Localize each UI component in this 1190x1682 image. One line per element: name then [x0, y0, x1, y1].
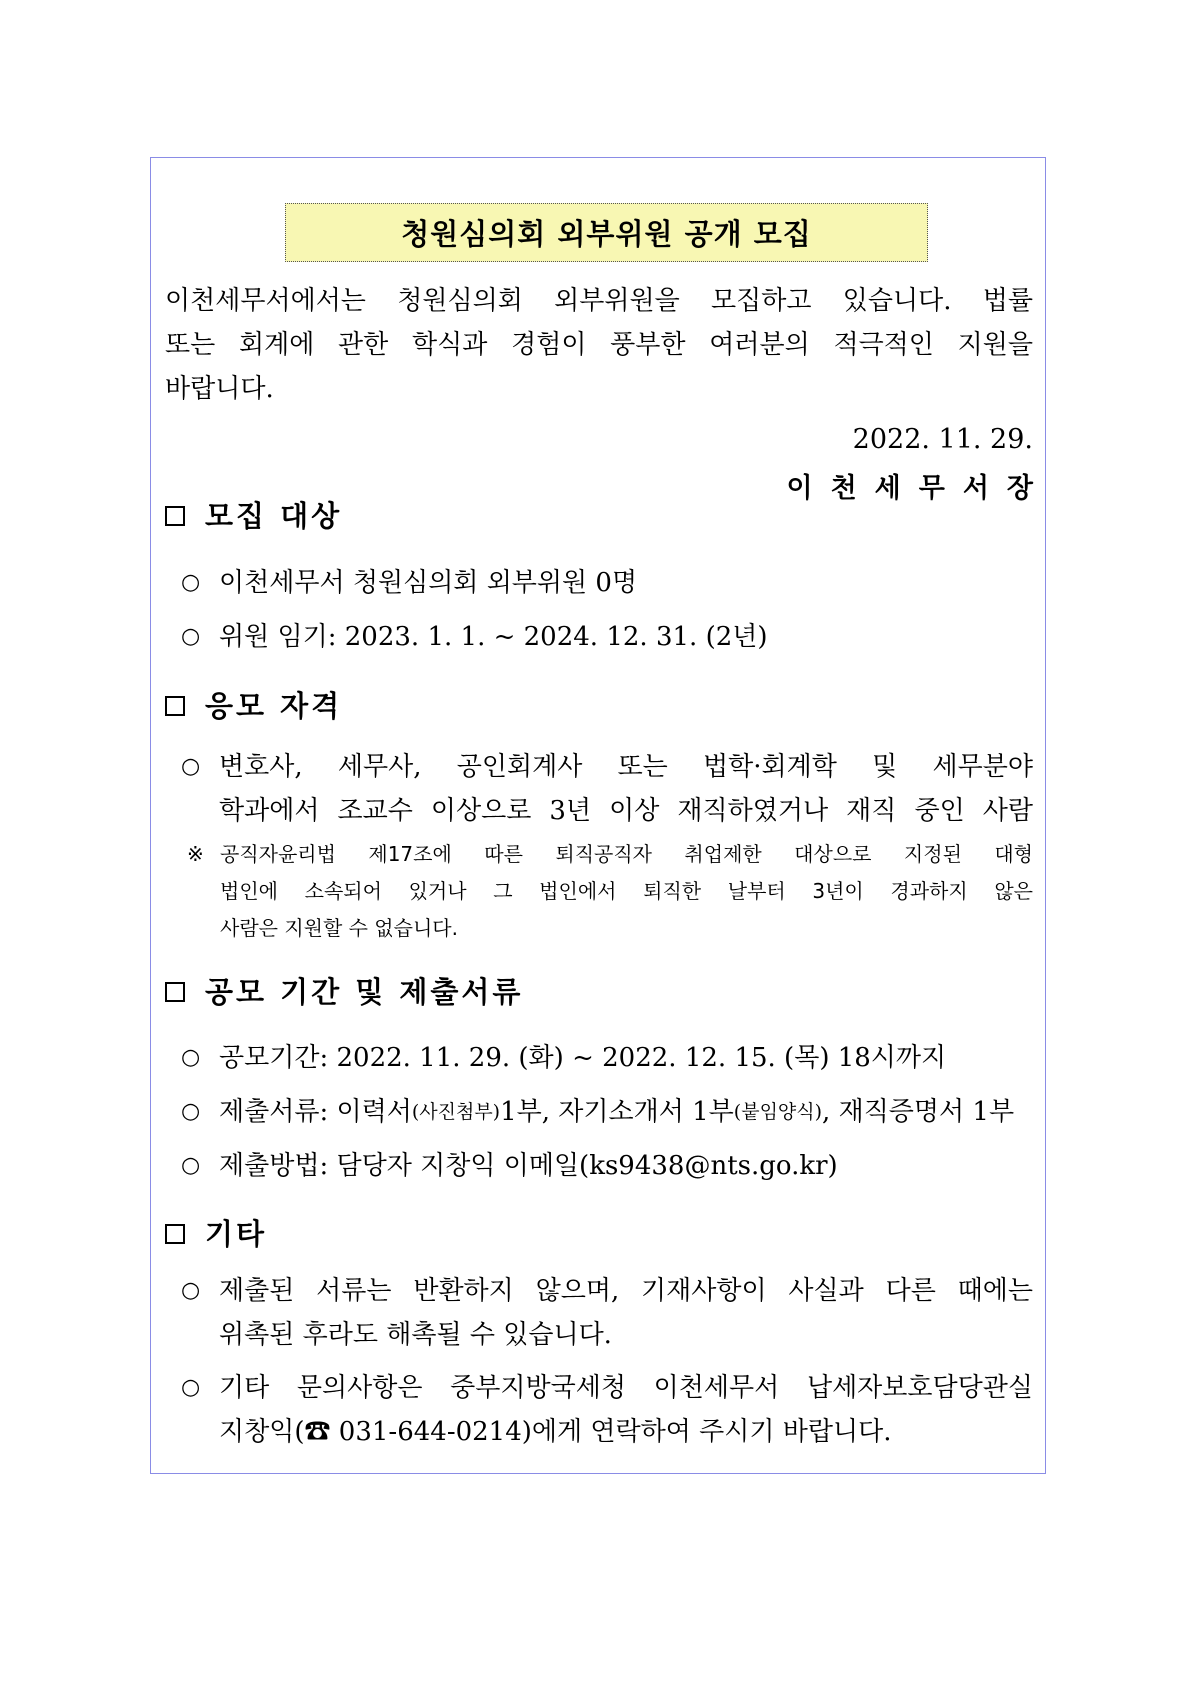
item-text: 031-644-0214)에게 연락하여 주시기 바랍니다. [330, 1417, 892, 1447]
item-text-small: (붙임양식) [733, 1101, 823, 1123]
item-text: 제출방법: 담당자 지창익 이메일(ks9438@nts.go.kr) [219, 1151, 838, 1181]
note-text: 공직자윤리법 제17조에 따른 퇴직공직자 취업제한 대상으로 지정된 대형 [220, 842, 1033, 866]
item-text: 위원 임기: 2023. 1. 1. ~ 2024. 12. 31. (2년) [219, 622, 768, 652]
empty-square-icon [165, 982, 185, 1002]
list-item [181, 1269, 1033, 1357]
intro-paragraph [165, 279, 1033, 367]
list-item [181, 1092, 1014, 1132]
circle-bullet-icon: ○ [181, 1375, 201, 1400]
item-text: 변호사, 세무사, 공인회계사 또는 법학·회계학 및 세무분야 [219, 752, 1033, 782]
section-heading-text: 공모 기간 및 제출서류 [205, 975, 524, 1009]
item-text-small: (사진첨부) [411, 1101, 501, 1123]
circle-bullet-icon: ○ [181, 570, 201, 595]
section-heading-text: 모집 대상 [205, 499, 343, 533]
section-heading-period [165, 972, 523, 1012]
intro-line-2: 또는 회계에 관한 학식과 경험이 풍부한 여러분의 적극적인 지원을 [165, 330, 1033, 360]
section-heading-text: 기타 [205, 1217, 268, 1251]
item-text: 위촉된 후라도 해촉될 수 있습니다. [219, 1320, 612, 1350]
circle-bullet-icon: ○ [181, 1099, 201, 1124]
note-block [187, 836, 1033, 947]
item-text: 학과에서 조교수 이상으로 3년 이상 재직하였거나 재직 중인 사람 [219, 796, 1033, 826]
empty-square-icon [165, 506, 185, 526]
section-heading-qualification [165, 686, 342, 726]
phone-icon: ☎ [304, 1417, 331, 1447]
circle-bullet-icon: ○ [181, 1153, 201, 1178]
page-title: 청원심의회 외부위원 공개 모집 [401, 217, 812, 251]
author-name: 이천세무서장 [786, 473, 1051, 504]
item-text: 지창익( [219, 1417, 305, 1447]
section-heading-etc [165, 1214, 267, 1254]
empty-square-icon [165, 696, 185, 716]
announcement-date: 2022. 11. 29. [852, 424, 1033, 455]
list-item [181, 563, 637, 603]
note-text: 법인에 소속되어 있거나 그 법인에서 퇴직한 날부터 3년이 경과하지 않은 [220, 879, 1033, 903]
intro-line-1: 이천세무서에서는 청원심의회 외부위원을 모집하고 있습니다. 법률 [165, 286, 1033, 316]
section-heading-recruit [165, 496, 342, 536]
item-text: 공모기간: 2022. 11. 29. (화) ~ 2022. 12. 15. (목) 18시까지 [219, 1043, 947, 1073]
reference-mark-icon: ※ [187, 842, 204, 866]
item-text: 제출서류: 이력서 [219, 1097, 412, 1127]
empty-square-icon [165, 1224, 185, 1244]
list-item [181, 745, 1033, 833]
circle-bullet-icon: ○ [181, 1278, 201, 1303]
list-item [181, 1146, 838, 1186]
item-text: 이천세무서 청원심의회 외부위원 0명 [219, 568, 638, 598]
section-heading-text: 응모 자격 [205, 689, 343, 723]
list-item [181, 617, 768, 657]
item-text: 기타 문의사항은 중부지방국세청 이천세무서 납세자보호담당관실 [219, 1373, 1033, 1403]
list-item [181, 1038, 946, 1078]
item-text: 제출된 서류는 반환하지 않으며, 기재사항이 사실과 다른 때에는 [219, 1276, 1033, 1306]
note-text: 사람은 지원할 수 없습니다. [220, 916, 458, 940]
item-text: 1부, 자기소개서 1부 [500, 1097, 734, 1127]
circle-bullet-icon: ○ [181, 754, 201, 779]
circle-bullet-icon: ○ [181, 1045, 201, 1070]
circle-bullet-icon: ○ [181, 624, 201, 649]
title-box [285, 203, 928, 262]
list-item [181, 1366, 1033, 1454]
intro-line-3: 바랍니다. [165, 374, 274, 404]
item-text: , 재직증명서 1부 [822, 1097, 1015, 1127]
